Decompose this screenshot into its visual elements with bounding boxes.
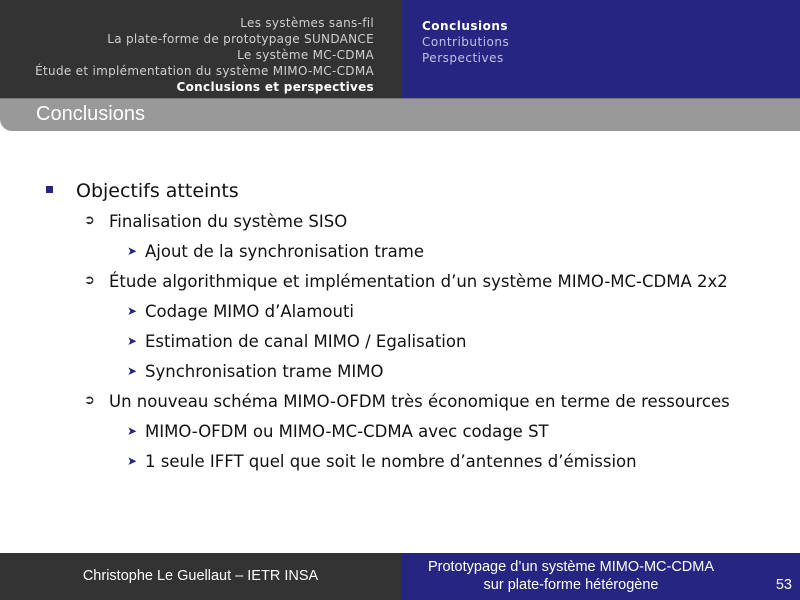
nav-section-mimo-mc-cdma[interactable]: Étude et implémentation du système MIMO-MC-CDMA	[35, 64, 374, 78]
square-bullet-icon	[46, 186, 53, 193]
bullet-level3: Estimation de canal MIMO / Egalisation	[145, 332, 467, 351]
curved-arrow-bullet-icon: ➲	[84, 393, 95, 408]
talk-title-line1: Prototypage d’un système MIMO-MC-CDMA	[427, 559, 715, 575]
nav-subsection-perspectives[interactable]: Perspectives	[422, 51, 504, 65]
header-subsection-nav	[402, 0, 800, 98]
arrow-bullet-icon: ➤	[127, 454, 138, 468]
bullet-level2: Un nouveau schéma MIMO-OFDM très économique en terme de ressources	[109, 392, 730, 411]
bullet-level3: Codage MIMO d’Alamouti	[145, 302, 355, 321]
slide-title: Conclusions	[36, 103, 145, 125]
arrow-bullet-icon: ➤	[127, 364, 138, 378]
nav-section-conclusions[interactable]: Conclusions et perspectives	[176, 80, 374, 94]
bullet-level1: Objectifs atteints	[76, 180, 239, 202]
page-number: 53	[775, 577, 792, 593]
author-name: Christophe Le Guellaut – IETR INSA	[82, 568, 319, 584]
footer-talk-title	[401, 553, 800, 600]
bullet-level2: Finalisation du système SISO	[109, 212, 348, 231]
arrow-bullet-icon: ➤	[127, 304, 138, 318]
nav-subsection-conclusions[interactable]: Conclusions	[422, 19, 509, 33]
curved-arrow-bullet-icon: ➲	[84, 273, 95, 288]
footer-author	[0, 553, 401, 600]
nav-subsection-contributions[interactable]: Contributions	[422, 35, 510, 49]
bullet-level2: Étude algorithmique et implémentation d’un système MIMO-MC-CDMA 2x2	[109, 272, 728, 291]
bullet-level3: MIMO-OFDM ou MIMO-MC-CDMA avec codage ST	[145, 422, 549, 441]
section-list	[35, 15, 374, 95]
nav-section-sundance[interactable]: La plate-forme de prototypage SUNDANCE	[107, 32, 374, 46]
arrow-bullet-icon: ➤	[127, 424, 138, 438]
curved-arrow-bullet-icon: ➲	[84, 213, 95, 228]
slide-title-bar	[0, 98, 800, 131]
arrow-bullet-icon: ➤	[127, 334, 138, 348]
bullet-level3: Synchronisation trame MIMO	[145, 362, 384, 381]
bullet-level3: Ajout de la synchronisation trame	[145, 242, 425, 261]
bullet-level3: 1 seule IFFT quel que soit le nombre d’antennes d’émission	[145, 452, 637, 471]
nav-section-wireless[interactable]: Les systèmes sans-fil	[240, 16, 374, 30]
talk-title-line2: sur plate-forme hétérogène	[483, 577, 659, 593]
subsection-list	[422, 18, 509, 66]
header-section-nav	[0, 0, 402, 98]
nav-section-mc-cdma[interactable]: Le système MC-CDMA	[237, 48, 374, 62]
arrow-bullet-icon: ➤	[127, 244, 138, 258]
